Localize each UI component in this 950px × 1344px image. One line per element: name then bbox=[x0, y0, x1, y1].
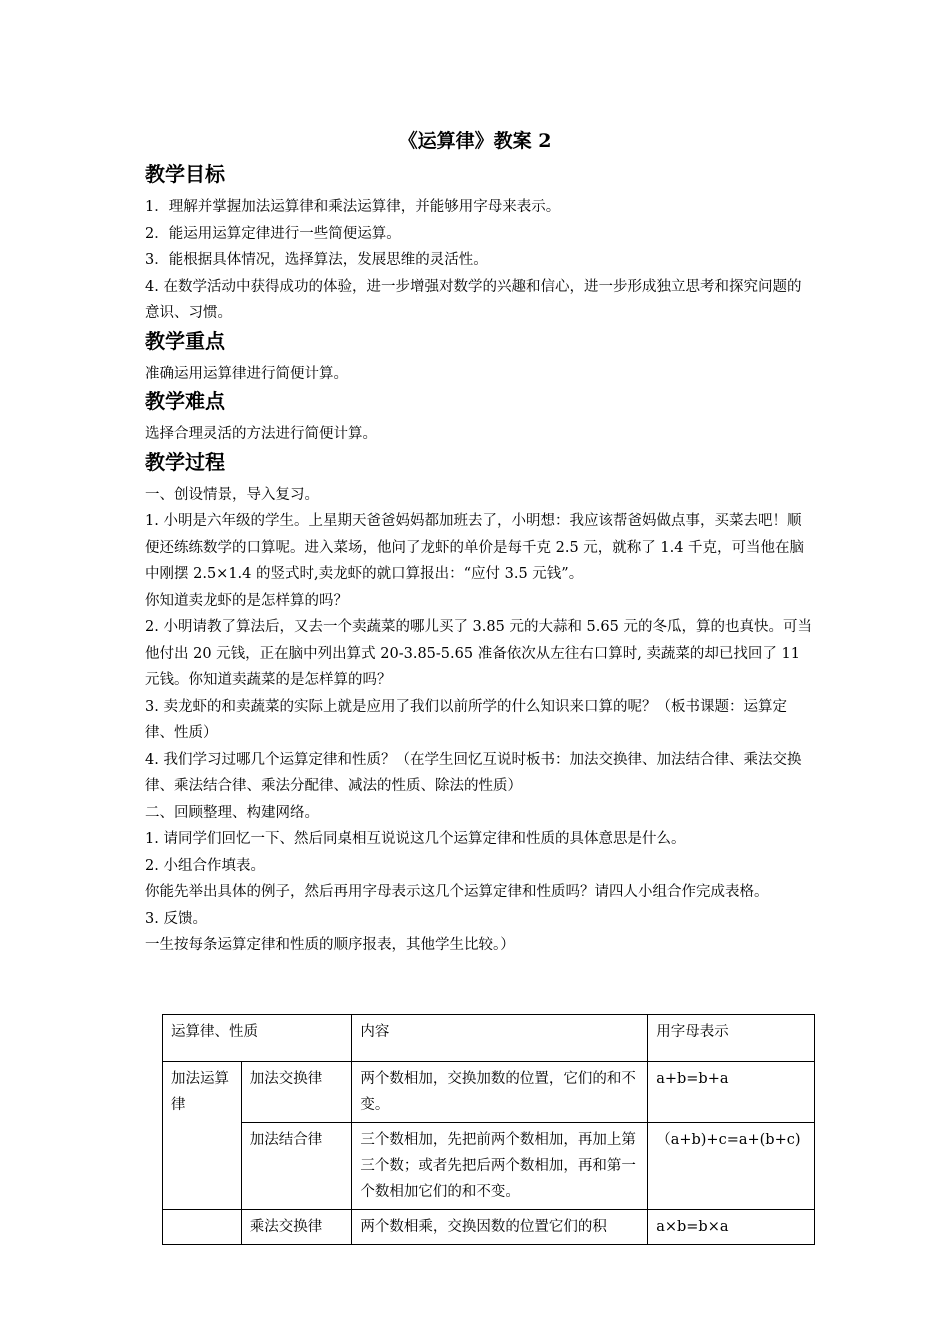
law-name-cell: 乘法交换律 bbox=[241, 1210, 352, 1245]
process-item: 一、创设情景，导入复习。 bbox=[145, 486, 319, 503]
table-header-cell: 运算律、性质 bbox=[163, 1015, 352, 1062]
law-formula-cell: a+b=b+a bbox=[648, 1062, 815, 1123]
table-header-cell: 内容 bbox=[352, 1015, 648, 1062]
table-row bbox=[163, 1123, 815, 1210]
law-content-cell: 两个数相乘，交换因数的位置它们的积 bbox=[352, 1210, 648, 1245]
process-item: 二、回顾整理、构建网络。 bbox=[145, 804, 319, 821]
law-content-cell: 三个数相加，先把前两个数相加，再加上第三个数；或者先把后两个数相加，再和第一个数相加它们的和不变。 bbox=[352, 1123, 648, 1210]
group-label-cell: 加法运算律 bbox=[163, 1062, 242, 1210]
law-name-cell: 加法交换律 bbox=[241, 1062, 352, 1123]
table-header-cell: 用字母表示 bbox=[648, 1015, 815, 1062]
key-point-heading: 教学重点 bbox=[145, 328, 225, 353]
goal-item: 4. 在数学活动中获得成功的体验，进一步增强对数学的兴趣和信心，进一步形成独立思考和探究问题的意识、习惯。 bbox=[145, 278, 802, 321]
goals-heading: 教学目标 bbox=[145, 162, 225, 186]
process-item: 1. 小明是六年级的学生。上星期天爸爸妈妈都加班去了，小明想：我应该帮爸妈做点事，买菜去吧！顺便还练练数学的口算呢。进入菜场，他问了龙虾的单价是每千克 2.5 元，就称了 1.4 千克，可当他在脑中刚摆 2.5×1.4 的竖式时,卖龙虾的就口算报出：“应付 3.5 元钱”。 bbox=[145, 513, 805, 582]
process-item: 1. 请同学们回忆一下、然后同桌相互说说这几个运算定律和性质的具体意思是什么。 bbox=[145, 831, 686, 847]
process-item: 一生按每条运算定律和性质的顺序报表，其他学生比较。） bbox=[145, 937, 515, 953]
table-header-row bbox=[163, 1015, 815, 1062]
process-item: 你知道卖龙虾的是怎样算的吗？ bbox=[145, 592, 348, 609]
goal-item: 1．理解并掌握加法运算律和乘法运算律，并能够用字母来表示。 bbox=[145, 199, 561, 215]
process-heading: 教学过程 bbox=[145, 449, 225, 474]
process-item: 3. 卖龙虾的和卖蔬菜的实际上就是应用了我们以前所学的什么知识来口算的呢？（板书课题：运算定律、性质） bbox=[145, 698, 787, 741]
document-title: 《运算律》教案 2 bbox=[398, 130, 552, 152]
key-point-text: 准确运用运算律进行简便计算。 bbox=[145, 365, 348, 382]
process-item: 2. 小组合作填表。 bbox=[145, 857, 265, 874]
process-item: 3. 反馈。 bbox=[145, 910, 207, 927]
document-body bbox=[145, 160, 815, 959]
law-formula-cell: （a+b)+c=a+(b+c) bbox=[648, 1123, 815, 1210]
law-content-cell: 两个数相加，交换加数的位置，它们的和不变。 bbox=[352, 1062, 648, 1123]
table-row bbox=[163, 1062, 815, 1123]
table-row bbox=[163, 1210, 815, 1245]
process-item: 你能先举出具体的例子，然后再用字母表示这几个运算定律和性质吗？请四人小组合作完成表格。 bbox=[145, 884, 769, 900]
group-label-cell-empty bbox=[163, 1210, 242, 1245]
process-item: 2. 小明请教了算法后，又去一个卖蔬菜的哪儿买了 3.85 元的大蒜和 5.65 元的冬瓜，算的也真快。可当他付出 20 元钱，正在脑中列出算式 20-3.85-5.65 准备依次从左往右口算时, 卖蔬菜的却已找回了 11 元钱。你知道卖蔬菜的是怎样算的吗？ bbox=[145, 619, 812, 688]
difficulty-text: 选择合理灵活的方法进行简便计算。 bbox=[145, 426, 377, 442]
goal-item: 2．能运用运算定律进行一些简便运算。 bbox=[145, 225, 401, 242]
process-item: 4. 我们学习过哪几个运算定律和性质？（在学生回忆互说时板书：加法交换律、加法结合律、乘法交换律、乘法结合律、乘法分配律、减法的性质、除法的性质） bbox=[145, 751, 802, 794]
operation-laws-table bbox=[162, 1014, 815, 1245]
law-formula-cell: a×b=b×a bbox=[648, 1210, 815, 1245]
goal-item: 3．能根据具体情况，选择算法，发展思维的灵活性。 bbox=[145, 252, 488, 268]
law-name-cell: 加法结合律 bbox=[241, 1123, 352, 1210]
difficulty-heading: 教学难点 bbox=[145, 389, 225, 413]
